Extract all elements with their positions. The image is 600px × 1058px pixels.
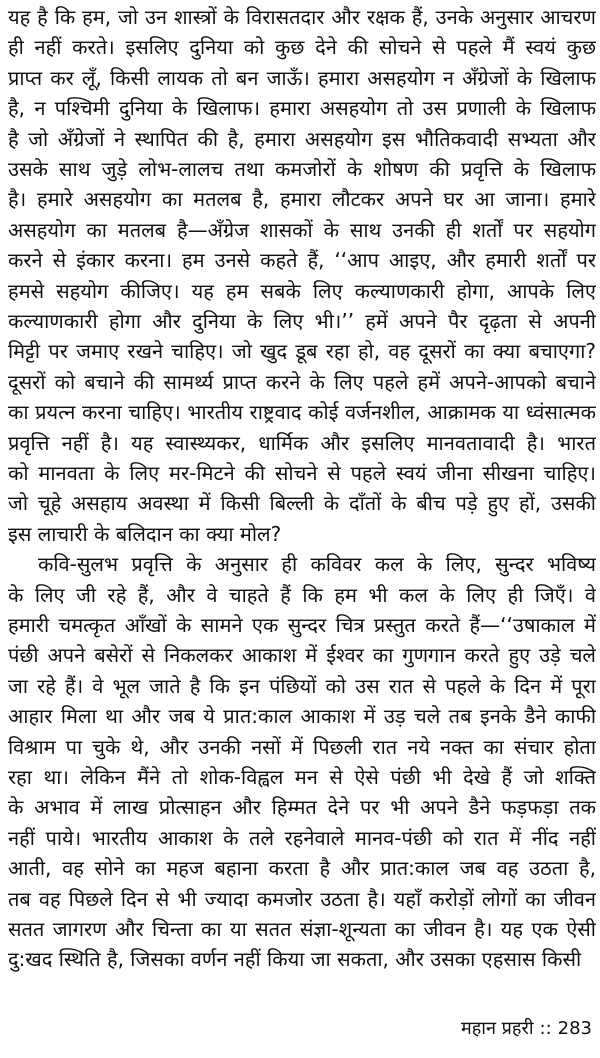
footer-separator: :: (539, 1018, 552, 1039)
text-line: मिट्टी पर जमाए रखने चाहिए। जो खुद डूब रहा हो, वह दूसरों का क्या बचाएगा? (8, 339, 596, 364)
text-line: हमारी चमत्कृत आँखों के सामने एक सुन्दर चित्र प्रस्तुत करते हैं—‘‘उषाकाल में (8, 613, 596, 637)
page-footer (461, 1014, 592, 1044)
text-line: यह है कि हम, जो उन शास्त्रों के विरासतदार और रक्षक हैं, उनके अनुसार आचरण (8, 5, 596, 29)
text-line: का प्रयत्न करना चाहिए। भारतीय राष्ट्रवाद कोई वर्जनशील, आक्रामक या ध्वंसात्मक (8, 400, 596, 425)
text-line: कवि-सुलभ प्रवृत्ति के अनुसार ही कविवर कल के लिए, सुन्दर भविष्य (38, 552, 596, 577)
text-line: है जो अँग्रेजों ने स्थापित की है, हमारा असहयोग इस भौतिकवादी सभ्यता और (8, 126, 596, 151)
text-line: आती, वह सोने का महज बहाना करता है और प्रात:काल जब वह उठता है, (8, 856, 596, 881)
page-number: 283 (557, 1018, 592, 1039)
footer-book-title: महान प्रहरी (460, 1018, 534, 1039)
text-line: के लिए जी रहे हैं, और वे चाहते हैं कि हम भी कल के लिए ही जिएँ। वे (8, 582, 596, 607)
text-line: नहीं पाये। भारतीय आकाश के तले रहनेवाले मानव-पंछी को रात में नींद नहीं (8, 825, 596, 850)
text-line: प्राप्त कर लूँ, किसी लायक तो बन जाऊँ। हमारा असहयोग न अँग्रेजों के खिलाफ (8, 65, 596, 90)
text-line: उसके साथ जुड़े लोभ-लालच तथा कमजोरों के शोषण की प्रवृत्ति के खिलाफ (8, 157, 596, 181)
text-line: हमसे सहयोग कीजिए। यह हम सबके लिए कल्याणकारी होगा, आपके लिए (8, 278, 596, 303)
text-line: के अभाव में लाख प्रोत्साहन और हिम्मत देने पर भी अपने डैने फड़फड़ा तक (8, 795, 596, 820)
text-line: दु:खद स्थिति है, जिसका वर्णन नहीं किया जा सकता, और उसका एहसास किसी (8, 947, 582, 972)
text-line: जो चूहे असहाय अवस्था में किसी बिल्ली के दाँतों के बीच पड़े हुए हों, उसकी (8, 491, 596, 516)
text-line: विश्राम पा चुके थे, और उनकी नसों में पिछली रात नये नक्त का संचार होता (8, 734, 596, 759)
text-line: जा रहे हैं। वे भूल जाते है कि इन पंछियों को उस रात से पहले के दिन में पूरा (8, 673, 596, 698)
text-line: करने से इंकार करना। हम उनसे कहते हैं, ‘‘आप आइए, और हमारी शर्तों पर (8, 248, 596, 273)
text-line: है। हमारे असहयोग का मतलब है, हमारा लौटकर अपने घर आ जाना। हमारे (8, 187, 596, 212)
text-line: को मानवता के लिए मर-मिटने की सोचने से पहले स्वयं जीना सीखना चाहिए। (8, 461, 596, 485)
text-line: है, न पश्चिमी दुनिया के खिलाफ। हमारा असहयोग तो उस प्रणाली के खिलाफ (8, 96, 596, 121)
text-line: तब वह पिछले दिन से भी ज्यादा कमजोर उठता है। यहाँ करोड़ों लोगों का जीवन (8, 886, 596, 911)
text-line: इस लाचारी के बलिदान का क्या मोल? (8, 521, 282, 546)
text-line: दूसरों को बचाने की सामर्थ्य प्राप्त करने के लिए पहले हमें अपने-आपको बचाने (8, 369, 596, 394)
text-line: ही नहीं करते। इसलिए दुनिया को कुछ देने की सोचने से पहले मैं स्वयं कुछ (8, 35, 596, 60)
text-line: सतत जागरण और चिन्ता का या सतत संज्ञा-शून्यता का जीवन है। यह एक ऐसी (8, 917, 596, 941)
text-line: कल्याणकारी होगा और दुनिया के लिए भी।’’ हमें अपने पैर दृढ़ता से अपनी (8, 309, 596, 333)
text-line: प्रवृत्ति नहीं है। यह स्वास्थ्यकर, धार्मिक और इसलिए मानवतावादी है। भारत (8, 430, 596, 455)
text-line: आहार मिला था और जब ये प्रात:काल आकाश में उड़ चले तब इनके डैने काफी (8, 704, 596, 729)
text-line: रहा था। लेकिन मैंने तो शोक-विह्वल मन से ऐसे पंछी भी देखे हैं जो शक्ति (8, 765, 596, 789)
text-line: असहयोग का मतलब है—अँग्रेज शासकों के साथ उनकी ही शर्तों पर सहयोग (8, 217, 596, 242)
text-line: पंछी अपने बसेरों से निकलकर आकाश में ईश्वर का गुणगान करते हुए उड़े चले (8, 643, 596, 668)
